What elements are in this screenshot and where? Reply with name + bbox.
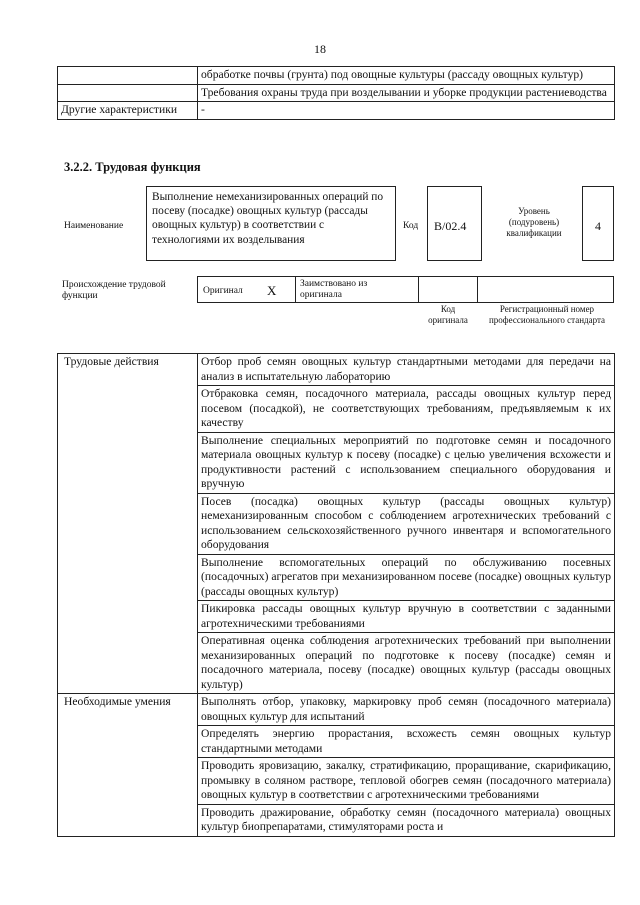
item-text: Отбраковка семян, посадочного материала, рассады овощных культур перед посевом (посадкой), не соответствующих требованиям, предъявляемым к их качеству (198, 386, 615, 433)
item-text: Выполнение специальных мероприятий по подготовке семян и посадочного материала овощных культур к посеву (посадке) с целью увеличения всхожести и продуктивности растений с использованием специального оборудования и вручную (198, 432, 615, 493)
section-label: Трудовые действия (58, 354, 198, 694)
row-label (58, 84, 198, 102)
item-text: Выполнение вспомогательных операций по обслуживанию посевных (посадочных) агрегатов при механизированном посеве (посадке) овощных культур (рассады овощных культур) (198, 554, 615, 601)
row-text: обработке почвы (грунта) под овощные культуры (рассаду овощных культур) (198, 67, 615, 85)
code-value: B/02.4 (434, 219, 467, 233)
original-label: Оригинал (203, 286, 243, 296)
name-label: Наименование (64, 221, 124, 231)
item-text: Оперативная оценка соблюдения агротехнических требований при выполнении механизированных операций по подготовке к посеву (посадке) семян и посадочного материала, посеву (посадке) овощных культур (рассады овощных культур) (198, 633, 615, 694)
row-text: Требования охраны труда при возделывании и уборке продукции растениеводства (198, 84, 615, 102)
table-row (58, 102, 615, 120)
table-row (58, 354, 615, 386)
top-table (57, 66, 615, 120)
origin-code-box (418, 276, 478, 303)
row-label: Другие характеристики (58, 102, 198, 120)
name-value-box (146, 186, 396, 261)
level-value-box (582, 186, 614, 261)
main-table (57, 353, 615, 837)
reg-caption: Регистрационный номер профессионального стандарта (488, 304, 606, 325)
row-label (58, 67, 198, 85)
table-row (58, 67, 615, 85)
section-title: 3.2.2. Трудовая функция (64, 160, 201, 174)
origin-label: Происхождение трудовой функции (62, 280, 166, 301)
name-value: Выполнение немеханизированных операций по посеву (посадке) овощных культур (рассады овощных культур) в соответствии с технологиями их возделывания (152, 191, 384, 246)
borrowed-label: Заимствовано из оригинала (300, 279, 368, 300)
section-label: Необходимые умения (58, 694, 198, 837)
item-text: Проводить яровизацию, закалку, стратификацию, проращивание, скарификацию, промывку в соляном растворе, тепловой обогрев семян (посадочного материала) овощных культур в соответствии с агротехническими требованиями (198, 758, 615, 805)
code-caption: Код оригинала (428, 304, 468, 325)
code-value-box (427, 186, 482, 261)
table-row (58, 694, 615, 726)
item-text: Определять энергию прорастания, всхожесть семян овощных культур стандартными методами (198, 726, 615, 758)
item-text: Отбор проб семян овощных культур стандартными методами для передачи на анализ в испытательную лабораторию (198, 354, 615, 386)
origin-reg-box (477, 276, 614, 303)
code-label: Код (403, 221, 419, 231)
original-mark: X (267, 283, 277, 298)
item-text: Пикировка рассады овощных культур вручную в соответствии с заданными агротехническими требованиями (198, 601, 615, 633)
origin-borrowed-box (295, 276, 419, 303)
level-label: Уровень (подуровень) квалификации (506, 206, 562, 238)
level-value: 4 (595, 219, 601, 233)
row-text: - (198, 102, 615, 120)
item-text: Проводить дражирование, обработку семян (посадочного материала) овощных культур биопрепаратами, стимуляторами роста и (198, 804, 615, 836)
item-text: Посев (посадка) овощных культур (рассады овощных культур) немеханизированным способом с соблюдением агротехнических требований с использованием сельскохозяйственного ручного инвентаря и вспомогательного оборудования (198, 493, 615, 554)
item-text: Выполнять отбор, упаковку, маркировку проб семян (посадочного материала) овощных культур для испытаний (198, 694, 615, 726)
origin-original-box (197, 276, 296, 303)
table-row (58, 84, 615, 102)
page-number: 18 (314, 42, 326, 56)
